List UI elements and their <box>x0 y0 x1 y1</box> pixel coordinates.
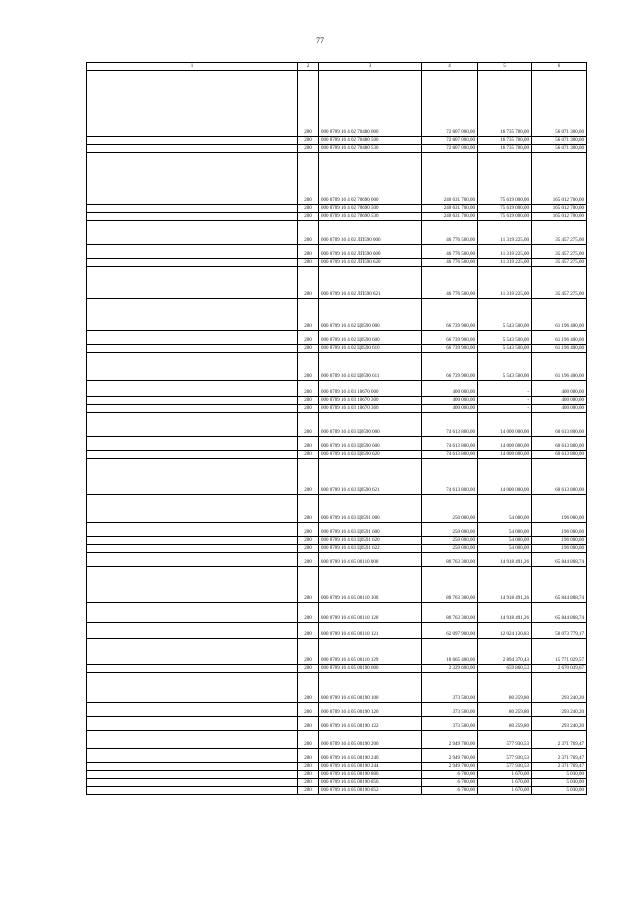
row-line-code: 200 <box>298 331 319 345</box>
row-unexecuted-amount: 35 457 275,00 <box>532 245 587 259</box>
row-executed-amount: 14 000 000,00 <box>478 459 532 495</box>
row-unexecuted-amount: 2 371 769,47 <box>532 763 587 771</box>
row-classification-code: 000 0709 16 4 05 00190 200 <box>319 731 422 749</box>
row-description <box>87 353 298 381</box>
row-line-code: 200 <box>298 553 319 567</box>
row-line-code: 200 <box>298 567 319 603</box>
table-row <box>87 731 587 749</box>
table-row <box>87 267 587 299</box>
row-classification-code: 000 0709 16 4 03 Ц0590 600 <box>319 437 422 451</box>
row-executed-amount: 14 918 491,26 <box>478 603 532 623</box>
row-approved-amount: 18 665 400,00 <box>422 639 478 665</box>
row-executed-amount: 1 670,00 <box>478 779 532 787</box>
row-classification-code: 000 0709 16 4 02 Ц0590 611 <box>319 353 422 381</box>
row-line-code: 200 <box>298 345 319 353</box>
table-row <box>87 749 587 763</box>
row-classification-code: 000 0709 16 4 03 10670 360 <box>319 405 422 413</box>
row-classification-code: 000 0709 16 4 02 70690 000 <box>319 153 422 205</box>
table-row <box>87 673 587 703</box>
row-classification-code: 000 0709 16 4 02 Ц0590 600 <box>319 331 422 345</box>
row-line-code: 200 <box>298 623 319 639</box>
row-unexecuted-amount: 61 196 400,00 <box>532 299 587 331</box>
row-unexecuted-amount: 165 012 700,00 <box>532 205 587 213</box>
row-description <box>87 779 298 787</box>
row-executed-amount: - <box>478 397 532 405</box>
page-number: 77 <box>316 36 324 45</box>
row-executed-amount: 54 000,00 <box>478 537 532 545</box>
column-header: 3 <box>319 63 422 71</box>
row-executed-amount: 80 259,80 <box>478 703 532 717</box>
row-description <box>87 567 298 603</box>
row-approved-amount: 240 631 700,00 <box>422 205 478 213</box>
table-row <box>87 537 587 545</box>
row-unexecuted-amount: 5 030,00 <box>532 779 587 787</box>
row-classification-code: 000 0709 16 4 05 00190 120 <box>319 703 422 717</box>
row-approved-amount: 46 776 500,00 <box>422 245 478 259</box>
row-approved-amount: 74 613 800,00 <box>422 437 478 451</box>
row-approved-amount: 66 739 900,00 <box>422 331 478 345</box>
row-classification-code: 000 0709 16 4 02 Ц0590 610 <box>319 345 422 353</box>
row-line-code: 200 <box>298 259 319 267</box>
table-row <box>87 523 587 537</box>
table-row <box>87 397 587 405</box>
row-unexecuted-amount: 2 670 039,67 <box>532 665 587 673</box>
row-description <box>87 717 298 731</box>
row-approved-amount: 400 000,00 <box>422 381 478 397</box>
table-row <box>87 353 587 381</box>
row-line-code: 200 <box>298 771 319 779</box>
table-row <box>87 145 587 153</box>
row-line-code: 200 <box>298 523 319 537</box>
row-classification-code: 000 0709 16 4 05 00190 852 <box>319 787 422 795</box>
row-executed-amount: 54 000,00 <box>478 545 532 553</box>
row-line-code: 200 <box>298 71 319 137</box>
row-unexecuted-amount: 196 000,00 <box>532 523 587 537</box>
row-line-code: 200 <box>298 145 319 153</box>
row-executed-amount: 14 000 000,00 <box>478 437 532 451</box>
row-line-code: 200 <box>298 603 319 623</box>
row-unexecuted-amount: 400 000,00 <box>532 405 587 413</box>
row-unexecuted-amount: 400 000,00 <box>532 397 587 405</box>
table-row <box>87 451 587 459</box>
row-description <box>87 153 298 205</box>
table-row <box>87 779 587 787</box>
row-classification-code: 000 0709 16 4 05 00190 000 <box>319 665 422 673</box>
table-row <box>87 205 587 213</box>
row-description <box>87 537 298 545</box>
row-description <box>87 137 298 145</box>
row-description <box>87 459 298 495</box>
row-approved-amount: 400 000,00 <box>422 405 478 413</box>
row-approved-amount: 373 500,00 <box>422 717 478 731</box>
row-unexecuted-amount: 35 457 275,00 <box>532 267 587 299</box>
row-line-code: 200 <box>298 205 319 213</box>
row-executed-amount: 659 860,53 <box>478 665 532 673</box>
table-body <box>87 71 587 795</box>
row-approved-amount: 46 776 500,00 <box>422 259 478 267</box>
row-description <box>87 495 298 523</box>
row-executed-amount: 11 319 225,00 <box>478 267 532 299</box>
row-unexecuted-amount: 293 240,20 <box>532 673 587 703</box>
row-line-code: 200 <box>298 299 319 331</box>
row-classification-code: 000 0709 16 4 03 Ц0591 000 <box>319 495 422 523</box>
table-row <box>87 221 587 245</box>
row-executed-amount: - <box>478 405 532 413</box>
row-line-code: 200 <box>298 451 319 459</box>
row-classification-code: 000 0709 16 4 02 70480 530 <box>319 145 422 153</box>
row-unexecuted-amount: 60 613 800,00 <box>532 451 587 459</box>
row-description <box>87 213 298 221</box>
row-classification-code: 000 0709 16 4 02 ЛП590 621 <box>319 267 422 299</box>
column-header: 4 <box>422 63 478 71</box>
row-unexecuted-amount: 400 000,00 <box>532 381 587 397</box>
table-row <box>87 545 587 553</box>
column-header: 5 <box>478 63 532 71</box>
row-line-code: 200 <box>298 495 319 523</box>
row-classification-code: 000 0709 16 4 05 00190 122 <box>319 717 422 731</box>
row-line-code: 200 <box>298 353 319 381</box>
table-row <box>87 717 587 731</box>
row-approved-amount: 46 776 500,00 <box>422 267 478 299</box>
row-approved-amount: 74 613 800,00 <box>422 459 478 495</box>
row-line-code: 200 <box>298 397 319 405</box>
table-row <box>87 299 587 331</box>
row-approved-amount: 72 807 000,00 <box>422 71 478 137</box>
row-classification-code: 000 0709 16 4 05 00110 121 <box>319 623 422 639</box>
row-description <box>87 639 298 665</box>
row-description <box>87 267 298 299</box>
row-executed-amount: 1 670,00 <box>478 771 532 779</box>
row-description <box>87 749 298 763</box>
row-classification-code: 000 0709 16 4 03 Ц0590 620 <box>319 451 422 459</box>
row-description <box>87 331 298 345</box>
row-line-code: 200 <box>298 413 319 437</box>
table-row <box>87 639 587 665</box>
row-executed-amount: 14 918 491,26 <box>478 567 532 603</box>
row-classification-code: 000 0709 16 4 05 00190 240 <box>319 749 422 763</box>
row-unexecuted-amount: 293 240,20 <box>532 703 587 717</box>
row-unexecuted-amount: 15 771 029,57 <box>532 639 587 665</box>
row-unexecuted-amount: 196 000,00 <box>532 545 587 553</box>
row-line-code: 200 <box>298 703 319 717</box>
row-description <box>87 451 298 459</box>
row-executed-amount: 1 670,00 <box>478 787 532 795</box>
table-row <box>87 623 587 639</box>
row-description <box>87 245 298 259</box>
row-line-code: 200 <box>298 459 319 495</box>
row-approved-amount: 74 613 800,00 <box>422 451 478 459</box>
row-classification-code: 000 0709 16 4 05 00110 000 <box>319 553 422 567</box>
row-approved-amount: 80 763 300,00 <box>422 603 478 623</box>
row-unexecuted-amount: 60 613 800,00 <box>532 413 587 437</box>
row-classification-code: 000 0709 16 4 03 10670 300 <box>319 397 422 405</box>
row-description <box>87 771 298 779</box>
row-executed-amount: 16 735 700,00 <box>478 71 532 137</box>
row-classification-code: 000 0709 16 4 03 10670 000 <box>319 381 422 397</box>
row-classification-code: 000 0709 16 4 02 70480 500 <box>319 137 422 145</box>
row-line-code: 200 <box>298 245 319 259</box>
row-unexecuted-amount: 196 000,00 <box>532 495 587 523</box>
column-number-header-row <box>87 63 587 71</box>
column-header: 1 <box>87 63 298 71</box>
row-description <box>87 221 298 245</box>
row-unexecuted-amount: 65 844 808,74 <box>532 553 587 567</box>
table-row <box>87 553 587 567</box>
row-executed-amount: 80 259,80 <box>478 717 532 731</box>
table-row <box>87 381 587 397</box>
table-row <box>87 137 587 145</box>
row-line-code: 200 <box>298 137 319 145</box>
row-line-code: 200 <box>298 153 319 205</box>
row-line-code: 200 <box>298 717 319 731</box>
row-approved-amount: 2 949 700,00 <box>422 731 478 749</box>
row-unexecuted-amount: 61 196 400,00 <box>532 353 587 381</box>
row-classification-code: 000 0709 16 4 02 ЛП590 600 <box>319 245 422 259</box>
row-executed-amount: - <box>478 381 532 397</box>
row-unexecuted-amount: 60 613 800,00 <box>532 437 587 451</box>
table-row <box>87 603 587 623</box>
row-classification-code: 000 0709 16 4 02 70690 500 <box>319 205 422 213</box>
row-description <box>87 413 298 437</box>
row-classification-code: 000 0709 16 4 03 Ц0591 622 <box>319 545 422 553</box>
row-unexecuted-amount: 165 012 700,00 <box>532 213 587 221</box>
row-approved-amount: 250 000,00 <box>422 537 478 545</box>
row-classification-code: 000 0709 16 4 03 Ц0590 000 <box>319 413 422 437</box>
row-approved-amount: 250 000,00 <box>422 523 478 537</box>
row-approved-amount: 240 631 700,00 <box>422 213 478 221</box>
row-classification-code: 000 0709 16 4 05 00110 129 <box>319 639 422 665</box>
row-approved-amount: 72 807 000,00 <box>422 145 478 153</box>
row-unexecuted-amount: 60 613 800,00 <box>532 459 587 495</box>
row-line-code: 200 <box>298 731 319 749</box>
row-description <box>87 405 298 413</box>
row-unexecuted-amount: 61 196 400,00 <box>532 345 587 353</box>
row-approved-amount: 6 700,00 <box>422 779 478 787</box>
row-unexecuted-amount: 2 371 769,47 <box>532 749 587 763</box>
row-description <box>87 205 298 213</box>
column-header: 2 <box>298 63 319 71</box>
table-row <box>87 213 587 221</box>
row-approved-amount: 74 613 800,00 <box>422 413 478 437</box>
row-approved-amount: 66 739 900,00 <box>422 299 478 331</box>
row-classification-code: 000 0709 16 4 02 70480 000 <box>319 71 422 137</box>
row-line-code: 200 <box>298 381 319 397</box>
row-classification-code: 000 0709 16 4 03 Ц0591 600 <box>319 523 422 537</box>
row-executed-amount: 577 930,53 <box>478 731 532 749</box>
row-description <box>87 763 298 771</box>
row-approved-amount: 373 500,00 <box>422 703 478 717</box>
row-classification-code: 000 0709 16 4 02 70690 530 <box>319 213 422 221</box>
row-description <box>87 703 298 717</box>
row-unexecuted-amount: 61 196 400,00 <box>532 331 587 345</box>
row-executed-amount: 16 735 700,00 <box>478 145 532 153</box>
row-description <box>87 623 298 639</box>
row-executed-amount: 14 918 491,26 <box>478 553 532 567</box>
row-executed-amount: 2 894 370,43 <box>478 639 532 665</box>
row-approved-amount: 373 500,00 <box>422 673 478 703</box>
row-description <box>87 345 298 353</box>
table-row <box>87 495 587 523</box>
row-line-code: 200 <box>298 405 319 413</box>
row-executed-amount: 54 000,00 <box>478 523 532 537</box>
row-approved-amount: 80 763 300,00 <box>422 567 478 603</box>
row-line-code: 200 <box>298 537 319 545</box>
row-executed-amount: 5 543 500,00 <box>478 353 532 381</box>
row-line-code: 200 <box>298 545 319 553</box>
row-line-code: 200 <box>298 673 319 703</box>
row-classification-code: 000 0709 16 4 05 00190 244 <box>319 763 422 771</box>
row-classification-code: 000 0709 16 4 05 00110 120 <box>319 603 422 623</box>
row-line-code: 200 <box>298 749 319 763</box>
row-description <box>87 259 298 267</box>
row-approved-amount: 62 097 900,00 <box>422 623 478 639</box>
row-description <box>87 523 298 537</box>
row-approved-amount: 66 739 900,00 <box>422 353 478 381</box>
table-row <box>87 245 587 259</box>
row-executed-amount: 11 319 225,00 <box>478 259 532 267</box>
row-executed-amount: 11 319 225,00 <box>478 245 532 259</box>
table-row <box>87 345 587 353</box>
table-row <box>87 771 587 779</box>
row-unexecuted-amount: 56 071 300,00 <box>532 71 587 137</box>
row-executed-amount: 12 024 120,83 <box>478 623 532 639</box>
row-unexecuted-amount: 35 457 275,00 <box>532 221 587 245</box>
table-row <box>87 763 587 771</box>
row-line-code: 200 <box>298 665 319 673</box>
row-executed-amount: 577 930,53 <box>478 749 532 763</box>
row-unexecuted-amount: 50 073 779,17 <box>532 623 587 639</box>
row-executed-amount: 80 259,80 <box>478 673 532 703</box>
row-description <box>87 603 298 623</box>
row-approved-amount: 66 739 900,00 <box>422 345 478 353</box>
row-approved-amount: 240 631 700,00 <box>422 153 478 205</box>
row-executed-amount: 5 543 500,00 <box>478 299 532 331</box>
row-approved-amount: 250 000,00 <box>422 545 478 553</box>
row-executed-amount: 14 000 000,00 <box>478 451 532 459</box>
row-line-code: 200 <box>298 267 319 299</box>
row-line-code: 200 <box>298 213 319 221</box>
row-executed-amount: 11 319 225,00 <box>478 221 532 245</box>
row-unexecuted-amount: 65 844 808,74 <box>532 603 587 623</box>
row-description <box>87 545 298 553</box>
row-line-code: 200 <box>298 437 319 451</box>
row-unexecuted-amount: 56 071 300,00 <box>532 145 587 153</box>
row-classification-code: 000 0709 16 4 03 Ц0591 620 <box>319 537 422 545</box>
row-executed-amount: 75 619 000,00 <box>478 153 532 205</box>
row-classification-code: 000 0709 16 4 05 00190 850 <box>319 779 422 787</box>
row-executed-amount: 75 619 000,00 <box>478 205 532 213</box>
row-approved-amount: 2 949 700,00 <box>422 763 478 771</box>
row-approved-amount: 400 000,00 <box>422 397 478 405</box>
table-row <box>87 703 587 717</box>
row-description <box>87 299 298 331</box>
row-executed-amount: 5 543 500,00 <box>478 331 532 345</box>
table-row <box>87 437 587 451</box>
row-description <box>87 71 298 137</box>
row-description <box>87 731 298 749</box>
row-description <box>87 673 298 703</box>
row-description <box>87 145 298 153</box>
row-description <box>87 381 298 397</box>
table-row <box>87 405 587 413</box>
table-row <box>87 259 587 267</box>
row-unexecuted-amount: 196 000,00 <box>532 537 587 545</box>
row-approved-amount: 72 807 000,00 <box>422 137 478 145</box>
row-classification-code: 000 0709 16 4 05 00190 100 <box>319 673 422 703</box>
row-approved-amount: 6 700,00 <box>422 787 478 795</box>
row-executed-amount: 54 000,00 <box>478 495 532 523</box>
row-unexecuted-amount: 35 457 275,00 <box>532 259 587 267</box>
column-header: 6 <box>532 63 587 71</box>
row-approved-amount: 250 000,00 <box>422 495 478 523</box>
row-description <box>87 397 298 405</box>
row-line-code: 200 <box>298 221 319 245</box>
row-classification-code: 000 0709 16 4 02 Ц0590 000 <box>319 299 422 331</box>
row-line-code: 200 <box>298 779 319 787</box>
row-executed-amount: 5 543 500,00 <box>478 345 532 353</box>
row-approved-amount: 80 763 300,00 <box>422 553 478 567</box>
row-approved-amount: 6 700,00 <box>422 771 478 779</box>
row-unexecuted-amount: 5 030,00 <box>532 787 587 795</box>
row-classification-code: 000 0709 16 4 03 Ц0590 621 <box>319 459 422 495</box>
table-row <box>87 153 587 205</box>
row-approved-amount: 3 329 600,00 <box>422 665 478 673</box>
row-approved-amount: 46 776 500,00 <box>422 221 478 245</box>
row-executed-amount: 577 930,53 <box>478 763 532 771</box>
row-unexecuted-amount: 293 240,20 <box>532 717 587 731</box>
row-unexecuted-amount: 165 012 700,00 <box>532 153 587 205</box>
row-approved-amount: 2 949 700,00 <box>422 749 478 763</box>
table-row <box>87 567 587 603</box>
row-description <box>87 665 298 673</box>
row-line-code: 200 <box>298 639 319 665</box>
table-row <box>87 665 587 673</box>
row-unexecuted-amount: 56 071 300,00 <box>532 137 587 145</box>
row-description <box>87 437 298 451</box>
row-executed-amount: 14 000 000,00 <box>478 413 532 437</box>
table-row <box>87 787 587 795</box>
row-description <box>87 553 298 567</box>
table-row <box>87 331 587 345</box>
row-classification-code: 000 0709 16 4 05 00110 100 <box>319 567 422 603</box>
row-line-code: 200 <box>298 763 319 771</box>
row-classification-code: 000 0709 16 4 02 ЛП590 620 <box>319 259 422 267</box>
row-description <box>87 787 298 795</box>
table-row <box>87 71 587 137</box>
row-line-code: 200 <box>298 787 319 795</box>
table-row <box>87 413 587 437</box>
row-classification-code: 000 0709 16 4 02 ЛП590 000 <box>319 221 422 245</box>
row-executed-amount: 16 735 700,00 <box>478 137 532 145</box>
row-unexecuted-amount: 5 030,00 <box>532 771 587 779</box>
row-classification-code: 000 0709 16 4 05 00190 800 <box>319 771 422 779</box>
budget-execution-table <box>86 62 587 795</box>
row-executed-amount: 75 619 000,00 <box>478 213 532 221</box>
row-unexecuted-amount: 2 371 769,47 <box>532 731 587 749</box>
row-unexecuted-amount: 65 844 808,74 <box>532 567 587 603</box>
table-row <box>87 459 587 495</box>
